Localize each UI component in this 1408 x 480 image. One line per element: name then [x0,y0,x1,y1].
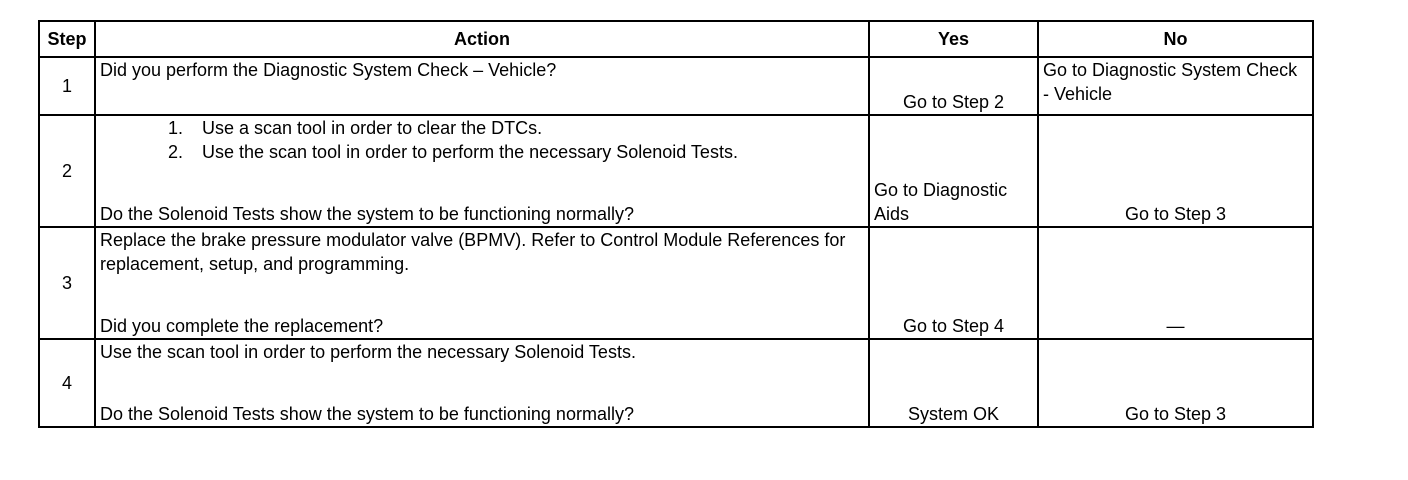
table-row [39,339,1313,427]
yes-cell: Go to Step 2 [869,57,1038,115]
action-cell [95,339,869,427]
step-number: 4 [39,339,95,427]
list-item: 2. Use the scan tool in order to perform the necessary Solenoid Tests. [188,140,864,164]
action-question: Did you perform the Diagnostic System Check – Vehicle? [100,60,557,80]
action-question: Do the Solenoid Tests show the system to be functioning normally? [100,404,634,424]
yes-cell: Go to Diagnostic Aids [869,115,1038,227]
header-step: Step [39,21,95,57]
action-question: Did you complete the replacement? [100,316,384,336]
diagnostic-table [38,20,1314,428]
action-cell [95,227,869,339]
header-no: No [1038,21,1313,57]
action-text: Replace the brake pressure modulator valve (BPMV). Refer to Control Module References for replacement, setup, and programming. [100,230,846,274]
step-number: 2 [39,115,95,227]
step-number: 1 [39,57,95,115]
table-row [39,57,1313,115]
table-row [39,227,1313,339]
yes-cell: Go to Step 4 [869,227,1038,339]
list-item: 1. Use a scan tool in order to clear the DTCs. [188,116,864,140]
header-action: Action [95,21,869,57]
action-text: Use the scan tool in order to perform the necessary Solenoid Tests. [100,342,636,362]
action-cell [95,115,869,227]
step-number: 3 [39,227,95,339]
action-question: Do the Solenoid Tests show the system to be functioning normally? [100,204,634,224]
header-yes: Yes [869,21,1038,57]
no-cell: Go to Diagnostic System Check - Vehicle [1038,57,1313,115]
no-cell: Go to Step 3 [1038,339,1313,427]
action-list [100,116,864,164]
yes-cell: System OK [869,339,1038,427]
no-cell: Go to Step 3 [1038,115,1313,227]
table-row [39,115,1313,227]
header-row [39,21,1313,57]
no-cell: — [1038,227,1313,339]
action-cell [95,57,869,115]
